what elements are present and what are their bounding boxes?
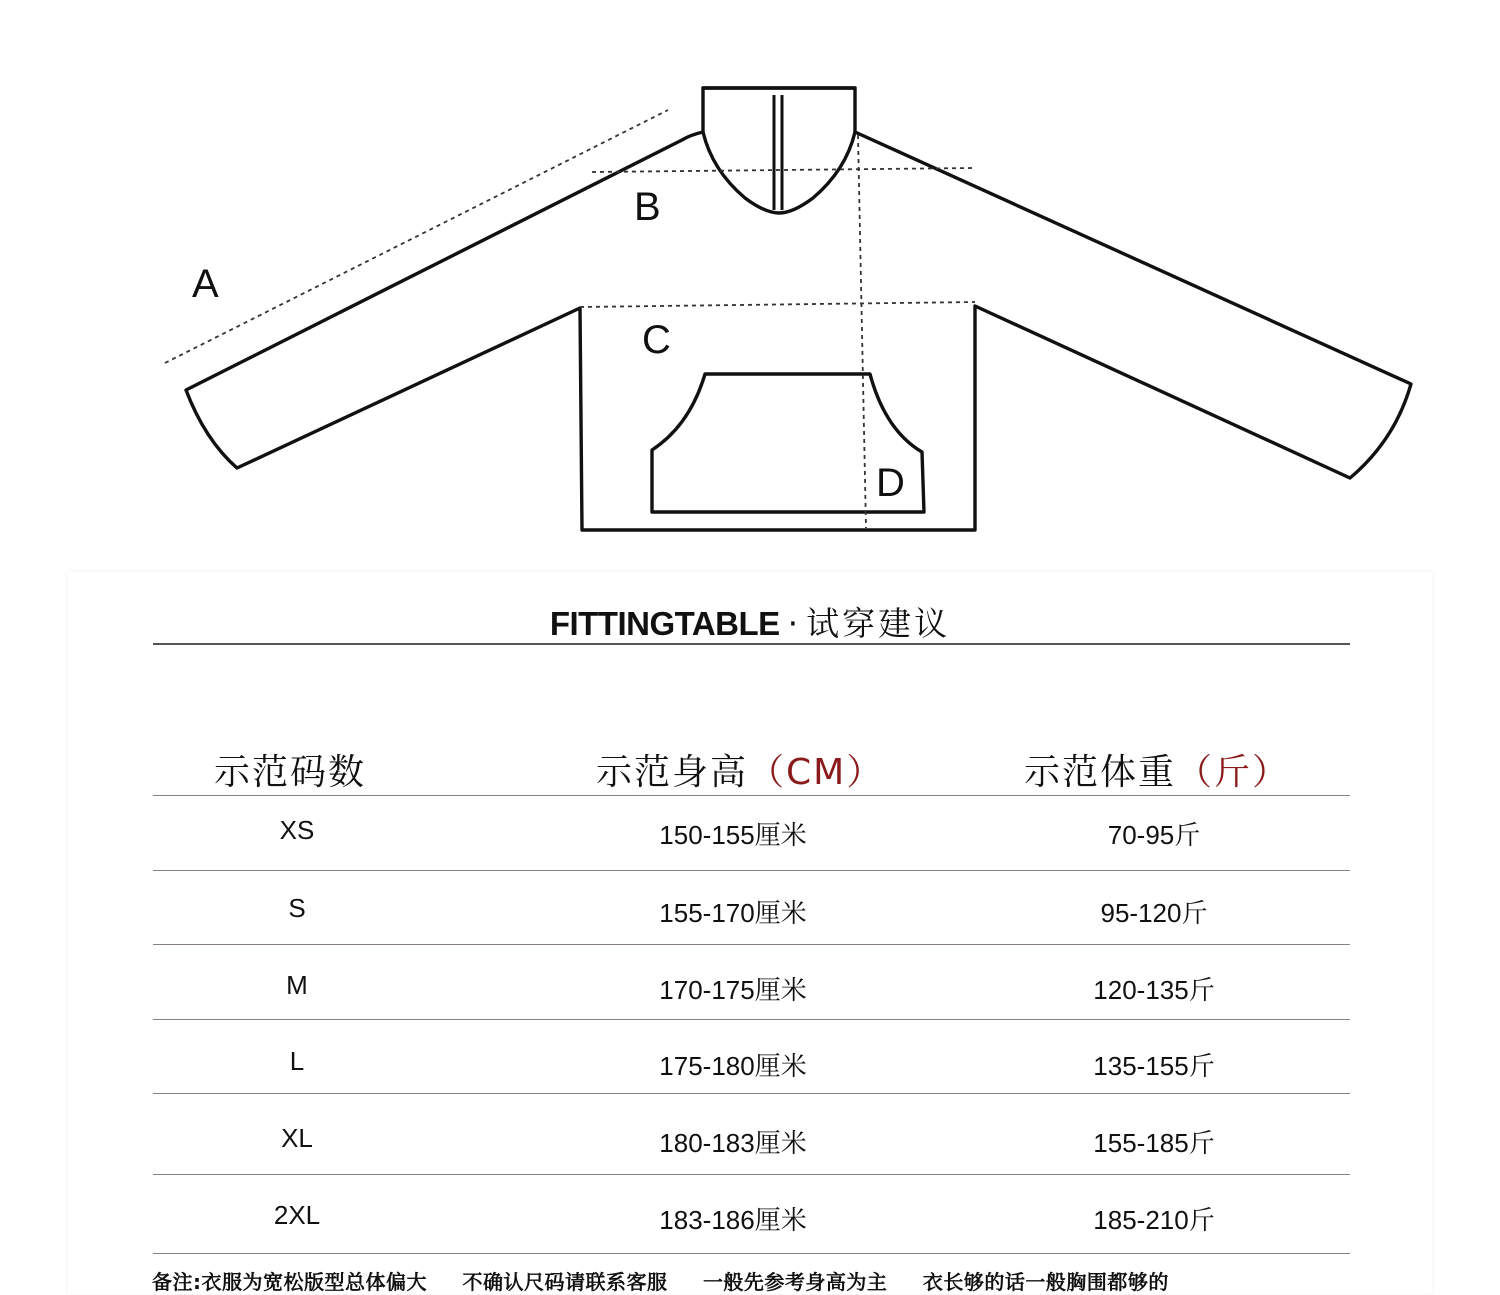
title-separator: · — [787, 604, 799, 643]
footnote-part: 衣长够的话一般胸围都够的 — [922, 1270, 1169, 1294]
table-title — [0, 598, 1500, 645]
fitting-table-panel — [68, 572, 1432, 1294]
cell-weight: 135-155斤 — [1093, 1051, 1215, 1081]
table-row — [153, 1046, 1350, 1086]
footnote-part: 一般先参考身高为主 — [702, 1270, 888, 1294]
header-size-label: 示范码数 — [214, 752, 367, 793]
footnote — [152, 1266, 1197, 1295]
header-weight-label: 示范体重 — [1024, 752, 1177, 793]
header-height — [596, 744, 884, 795]
cell-height: 183-186厘米 — [659, 1205, 807, 1235]
cell-size: XL — [281, 1123, 313, 1153]
cell-height: 155-170厘米 — [659, 898, 807, 928]
cell-size: 2XL — [273, 1200, 321, 1230]
row-rule — [153, 870, 1350, 871]
chest-width-dashline — [580, 302, 975, 307]
header-rule — [153, 795, 1350, 796]
row-rule — [153, 1174, 1350, 1175]
table-row — [153, 970, 1350, 1010]
row-rule — [153, 1093, 1350, 1094]
header-size — [214, 744, 366, 795]
table-row — [153, 1123, 1350, 1163]
cell-height: 180-183厘米 — [659, 1128, 807, 1158]
table-row — [153, 1200, 1350, 1240]
cell-weight: 95-120斤 — [1100, 898, 1208, 928]
collar-outline — [703, 88, 855, 213]
row-rule — [153, 1019, 1350, 1020]
cell-size: L — [289, 1046, 305, 1076]
cell-size: S — [288, 893, 306, 923]
label-b: B — [634, 185, 661, 229]
header-height-unit: （CM） — [748, 752, 885, 793]
title-rule — [153, 643, 1350, 645]
header-height-label: 示范身高 — [596, 752, 749, 793]
sleeve-length-dashline — [165, 110, 668, 363]
cell-weight: 155-185斤 — [1093, 1128, 1215, 1158]
label-c: C — [642, 318, 671, 362]
garment-diagram — [0, 0, 1500, 560]
table-row — [153, 815, 1350, 855]
footnote-part: 备注:衣服为宽松版型总体偏大 — [152, 1270, 427, 1294]
label-a: A — [192, 262, 219, 306]
cell-height: 175-180厘米 — [659, 1051, 807, 1081]
body-length-dashline — [858, 135, 866, 528]
title-cn: 试穿建议 — [806, 604, 951, 643]
header-weight — [1024, 744, 1290, 795]
cell-size: XS — [279, 815, 315, 845]
cell-height: 170-175厘米 — [659, 975, 807, 1005]
cell-weight: 185-210斤 — [1093, 1205, 1215, 1235]
body-outline — [186, 132, 1411, 530]
row-rule — [153, 1253, 1350, 1254]
cell-weight: 120-135斤 — [1093, 975, 1215, 1005]
cell-height: 150-155厘米 — [659, 820, 807, 850]
cell-size: M — [286, 970, 308, 1000]
label-d: D — [876, 461, 905, 505]
cell-weight: 70-95斤 — [1107, 820, 1201, 850]
title-en: FITTINGTABLE — [549, 605, 780, 642]
row-rule — [153, 944, 1350, 945]
table-row — [153, 893, 1350, 933]
header-weight-unit: （斤） — [1176, 752, 1291, 793]
footnote-part: 不确认尺码请联系客服 — [462, 1270, 668, 1294]
